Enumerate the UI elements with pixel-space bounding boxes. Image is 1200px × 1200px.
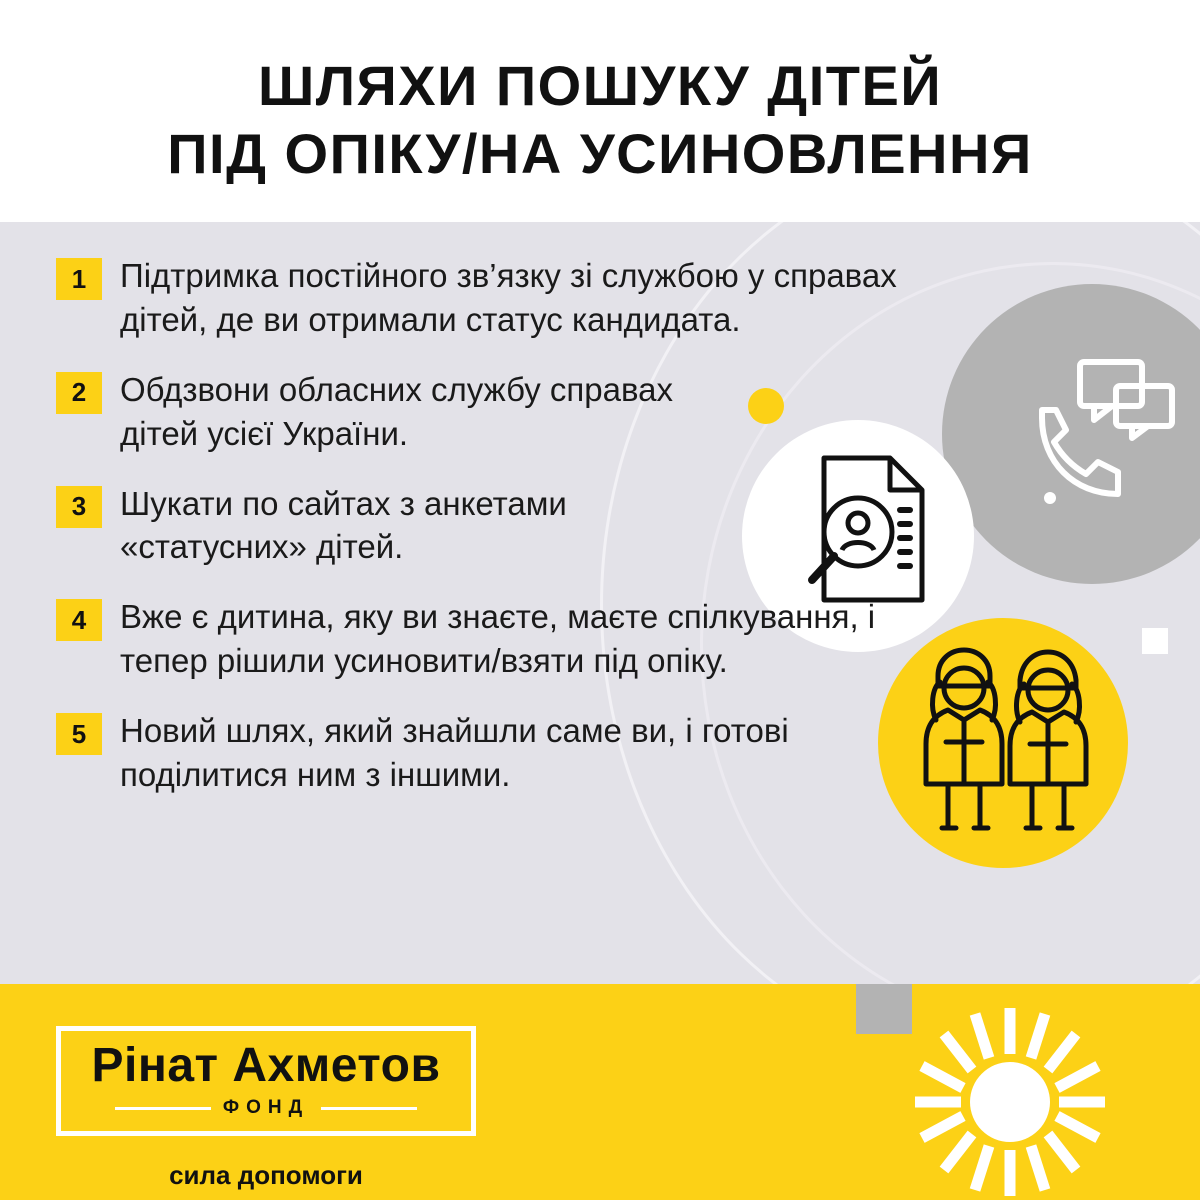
foundation-logo	[56, 1026, 476, 1136]
step-text: Шукати по сайтах з анкетами «статусних» дітей.	[120, 484, 567, 566]
page-title-line-2: ПІД ОПІКУ/НА УСИНОВЛЕННЯ	[167, 122, 1033, 185]
step-number-badge: 2	[56, 372, 102, 414]
poster-header	[0, 0, 1200, 222]
content-panel	[0, 222, 1200, 984]
page-title-line-1: ШЛЯХИ ПОШУКУ ДІТЕЙ	[257, 53, 943, 117]
step-number-badge: 3	[56, 486, 102, 528]
logo-rule-right	[321, 1107, 417, 1110]
step-number-badge: 5	[56, 713, 102, 755]
list-item	[56, 482, 986, 570]
step-text: Підтримка постійного зв’язку зі службою у справах дітей, де ви отримали статус кандидата.	[120, 257, 897, 338]
logo-subtitle: ФОНД	[222, 1097, 310, 1119]
steps-list	[56, 254, 986, 823]
phone-chat-icon	[1020, 352, 1180, 512]
list-item	[56, 368, 986, 456]
list-item	[56, 709, 986, 797]
logo-subtitle-row	[61, 1097, 471, 1119]
logo-rule-left	[115, 1107, 211, 1110]
step-text: Обдзвони обласних службу справах дітей усієї України.	[120, 370, 674, 452]
step-text: Вже є дитина, яку ви знаєте, маєте спілкування, і тепер рішили усиновити/взяти під опіку.	[120, 598, 876, 680]
decorative-square-white	[1142, 628, 1168, 654]
tagline: сила допомоги	[169, 1160, 363, 1190]
sunburst-icon	[900, 992, 1120, 1200]
logo-name: Рінат Ахметов	[91, 1039, 441, 1092]
step-text: Новий шлях, який знайшли саме ви, і готові поділитися ним з іншими.	[120, 712, 789, 793]
list-item	[56, 254, 986, 342]
poster-footer	[0, 984, 1200, 1200]
step-number-badge: 1	[56, 258, 102, 300]
list-item	[56, 595, 986, 683]
step-number-badge: 4	[56, 599, 102, 641]
